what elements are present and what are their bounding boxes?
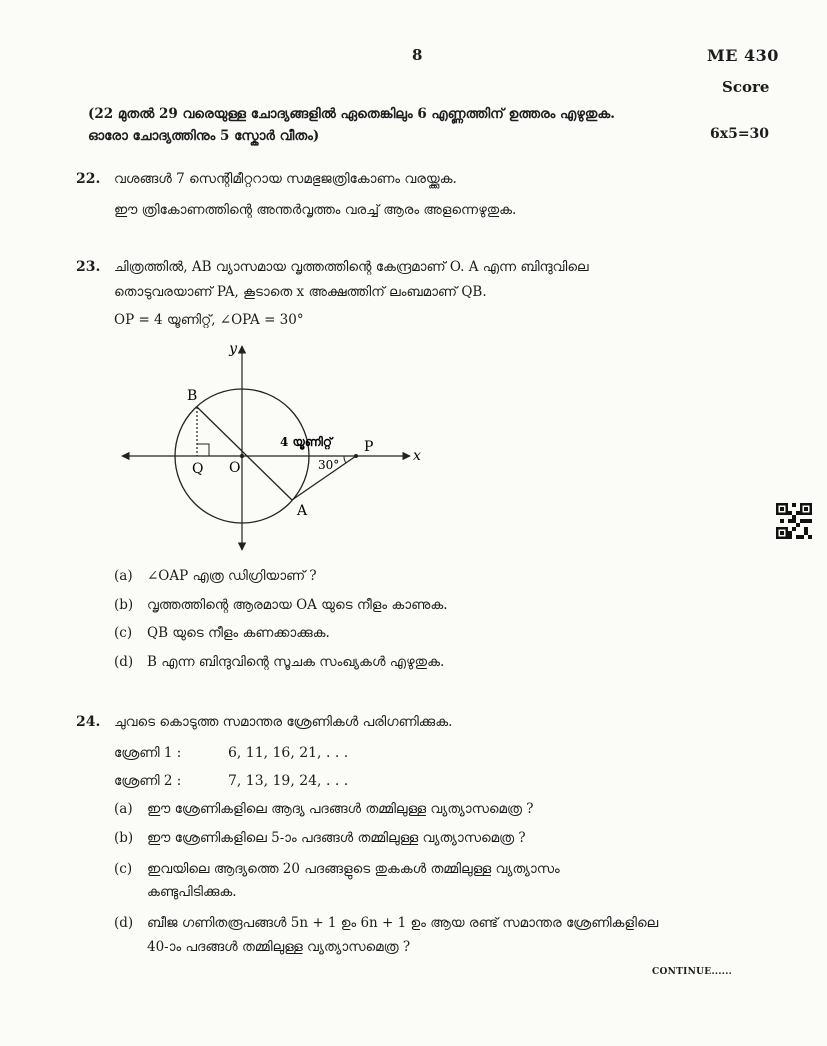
score-label: Score [722,78,770,96]
q23-part-b-label: (b) [114,597,134,613]
q23-part-d-label: (d) [114,654,134,670]
label-q: Q [192,461,204,477]
point-p [354,454,358,458]
series-2-label: ശ്രേണി 2 : [114,773,182,789]
q24-part-b-text: ഈ ശ്രേണികളിലെ 5-ാം പദങ്ങൾ തമ്മിലുള്ള വ്യത്യാസമെത്ര ? [147,830,526,846]
angle-arc-p [344,456,346,463]
q24-part-b-label: (b) [114,830,134,846]
instruction-line-1: (22 മുതൽ 29 വരെയുള്ള ചോദ്യങ്ങളിൽ ഏതെങ്കിലും 6 എണ്ണത്തിന് ഉത്തരം എഴുതുക. [88,106,615,122]
right-angle-mark [197,444,209,456]
instruction-line-2: ഓരോ ചോദ്യത്തിനും 5 സ്കോർ വീതം) [88,128,320,144]
question-22-line-1: വശങ്ങൾ 7 സെന്റിമീറ്ററായ സമഭുജത്രികോണം വരയ്ക്കുക. [114,171,457,187]
q24-part-d-text: ബീജ ഗണിതരൂപങ്ങൾ 5n + 1 ഉം 6n + 1 ഉം ആയ രണ്ട് സമാന്തര ശ്രേണികളിലെ [147,915,659,931]
q23-part-a-label: (a) [114,568,133,584]
question-24-number: 24. [76,714,101,730]
q24-part-d-label: (d) [114,915,134,931]
page-number: 8 [412,46,423,64]
label-o: O [229,460,241,476]
qr-code [776,503,812,539]
q23-part-d-text: B എന്ന ബിന്ദുവിന്റെ സൂചക സംഖ്യകൾ എഴുതുക. [147,654,445,670]
angle-label: 30° [318,458,340,472]
q24-part-a-text: ഈ ശ്രേണികളിലെ ആദ്യ പദങ്ങൾ തമ്മിലുള്ള വ്യത്യാസമെത്ര ? [147,801,534,817]
question-22-line-2: ഈ ത്രികോണത്തിന്റെ അന്തർവൃത്തം വരച്ച് ആരം അളന്നെഴുതുക. [114,202,517,218]
y-axis-label: y [229,341,237,357]
series-1-label: ശ്രേണി 1 : [114,745,182,761]
q24-part-a-label: (a) [114,801,133,817]
question-24-line-1: ചുവടെ കൊടുത്ത സമാന്തര ശ്രേണികൾ പരിഗണിക്കുക. [114,714,453,730]
length-label: 4 യൂണിറ്റ് [280,435,332,449]
question-23-line-1: ചിത്രത്തിൽ, AB വ്യാസമായ വൃത്തത്തിന്റെ കേന്ദ്രമാണ് O. A എന്ന ബിന്ദുവിലെ [114,259,589,275]
question-23-number: 23. [76,259,101,275]
q23-part-c-text: QB യുടെ നീളം കണക്കാക്കുക. [147,625,330,641]
q24-part-c-text: ഇവയിലെ ആദ്യത്തെ 20 പദങ്ങളുടെ തുകകൾ തമ്മിലുള്ള വ്യത്യാസം [147,861,560,877]
point-o [240,454,244,458]
question-23-given: OP = 4 യൂണിറ്റ്, ∠OPA = 30° [114,312,304,328]
question-22-number: 22. [76,171,101,187]
q24-part-d-text-2: 40-ാം പദങ്ങൾ തമ്മിലുള്ള വ്യത്യാസമെത്ര ? [147,939,411,955]
label-a: A [297,503,308,519]
circle-tangent-figure [110,338,430,556]
question-23-line-2: തൊടുവരയാണ് PA, കൂടാതെ x അക്ഷത്തിന് ലംബമാണ് QB. [114,284,487,300]
q23-part-a-text: ∠OAP എത്ര ഡിഗ്രിയാണ് ? [147,568,317,584]
marks-allocation: 6x5=30 [710,126,770,142]
label-p: P [364,439,374,455]
label-b: B [187,388,198,404]
q24-part-c-text-2: കണ്ടുപിടിക്കുക. [147,884,237,900]
continue-label: CONTINUE...... [652,967,733,977]
x-axis-label: x [413,448,421,464]
q24-part-c-label: (c) [114,861,133,877]
diameter-ab [197,407,292,500]
series-1-values: 6, 11, 16, 21, . . . [228,745,349,761]
paper-code: ME 430 [707,46,779,65]
q23-part-b-text: വൃത്തത്തിന്റെ ആരമായ OA യുടെ നീളം കാണുക. [147,597,448,613]
series-2-values: 7, 13, 19, 24, . . . [228,773,349,789]
q23-part-c-label: (c) [114,625,133,641]
